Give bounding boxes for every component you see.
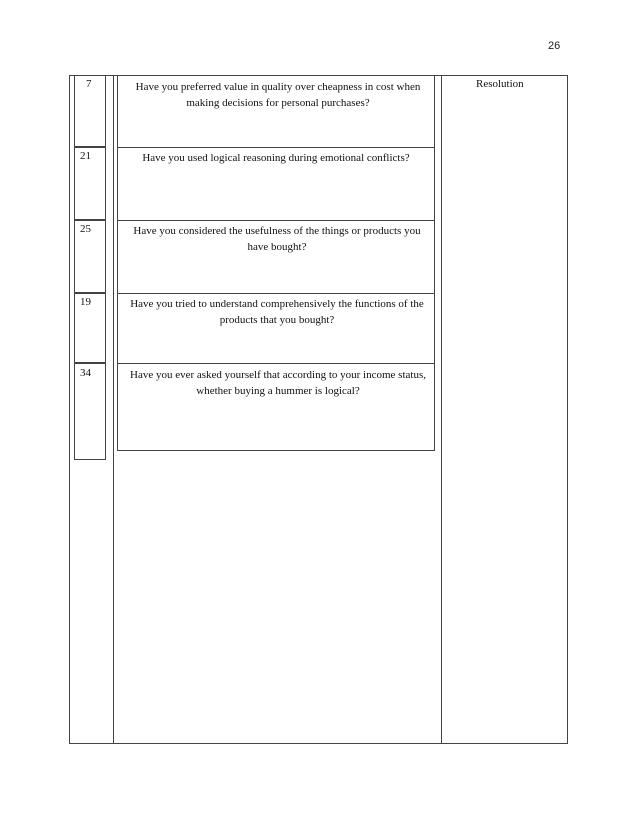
question-number: 7 bbox=[86, 78, 92, 90]
question-text: Have you preferred value in quality over cheapness in cost when making decisions for personal purchases? bbox=[135, 81, 421, 109]
question-text: Have you used logical reasoning during emotional conflicts? bbox=[142, 152, 410, 164]
question-number: 19 bbox=[80, 296, 91, 308]
column-divider bbox=[441, 76, 442, 743]
question-number: 25 bbox=[80, 223, 91, 235]
resolution-label: Resolution bbox=[476, 78, 524, 90]
question-text: Have you considered the usefulness of the things or products you have bought? bbox=[133, 225, 421, 253]
question-number: 34 bbox=[80, 367, 91, 379]
question-text: Have you tried to understand comprehensively the functions of the products that you bought? bbox=[130, 298, 424, 326]
page-number: 26 bbox=[548, 40, 561, 52]
column-divider bbox=[113, 76, 114, 743]
question-number: 21 bbox=[80, 150, 91, 162]
question-text: Have you ever asked yourself that according to your income status, whether buying a hummer is logical? bbox=[130, 369, 426, 397]
